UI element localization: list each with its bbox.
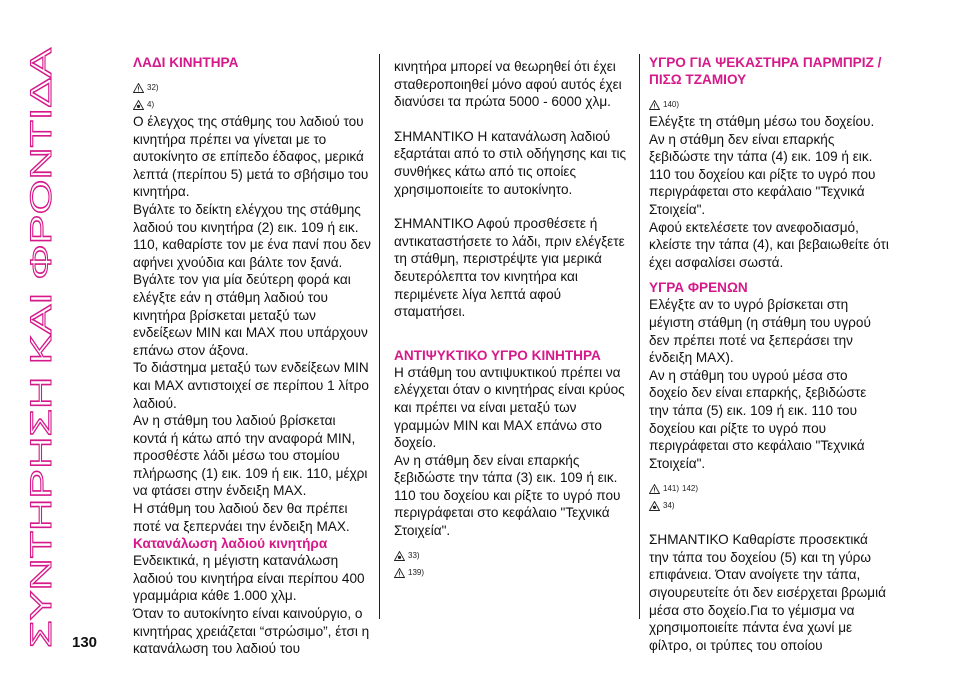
note-ref: 33)	[408, 551, 420, 561]
note-ref: 142)	[682, 483, 699, 493]
paragraph: Ενδεικτικά, η μέγιστη κατανάλωση λαδιού του κινητήρα είναι περίπου 400 γραμμάρια κάθε 1.000 χλμ.	[133, 553, 365, 604]
paragraph: Όταν το αυτοκίνητο είναι καινούργιο, ο κινητήρας χρειάζεται “στρώσιμο”, έτσι η κατανάλωση του λαδιού του	[133, 606, 370, 657]
heading-washer-fluid: ΥΓΡΟ ΓΙΑ ΨΕΚΑΣΤΗΡΑ ΠΑΡΜΠΡΙΖ / ΠΙΣΩ ΤΖΑΜΙΟΥ	[649, 55, 882, 87]
warning-icon	[649, 100, 660, 110]
paragraph: Αφού εκτελέσετε τον ανεφοδιασμό, κλείστε την τάπα (4), και βεβαιωθείτε ότι έχει ασφαλίσει σωστά.	[649, 219, 889, 270]
note-ref: 140)	[663, 99, 680, 109]
note-139	[394, 565, 634, 582]
paragraph: Αν η στάθμη δεν είναι επαρκής ξεβιδώστε την τάπα (3) εικ. 109 ή εικ. 110 του δοχείου και ρίξτε το υγρό που περιγράφεται στο κεφάλαιο "Τεχνικά Στοιχεία".	[394, 452, 621, 539]
page-number: 130	[72, 634, 98, 651]
heading-brake-fluid: ΥΓΡΑ ΦΡΕΝΩΝ	[649, 280, 748, 296]
paragraph: ΣΗΜΑΝΤΙΚΟ Καθαρίστε προσεκτικά την τάπα του δοχείου (5) και τη γύρω επιφάνεια. Όταν ανοίγετε την τάπα, σιγουρευτείτε ότι δεν εισέρχεται βρωμιά μέσα στο δοχείο.Για το γέμισμα να χρησιμοποιείτε πάντα ένα χωνί με φίλτρο, οι τρύπες του οποίου	[649, 532, 886, 653]
note-34	[649, 497, 889, 514]
note-4	[133, 96, 373, 113]
paragraph: ΣΗΜΑΝΤΙΚΟ Αφού προσθέσετε ή αντικαταστήσετε το λάδι, πριν ελέγξετε τη στάθμη, περιστρέψτε για μερικά δευτερόλεπτα τον κινητήρα και περιμένετε λίγα λεπτά αφού σταματήσει.	[394, 216, 625, 320]
section-side-title	[14, 40, 64, 650]
column-divider-2	[639, 54, 640, 619]
paragraph: Ελέγξτε αν το υγρό βρίσκεται στη μέγιστη στάθμη (η στάθμη του υγρού δεν πρέπει ποτέ να ξεπεράσει την ένδειξη MAX).	[649, 297, 871, 366]
note-32	[133, 79, 373, 96]
warning-icon	[649, 484, 660, 494]
note-ref: 141)	[663, 483, 680, 493]
caution-icon	[649, 501, 660, 511]
caution-icon	[394, 551, 405, 561]
heading-engine-oil: ΛΑΔΙ ΚΙΝΗΤΗΡΑ	[133, 55, 239, 70]
paragraph: Ελέγξτε τη στάθμη μέσω του δοχείου.	[649, 114, 875, 129]
side-title-text: ΣΥΝΤΗΡΗΣΗ ΚΑΙ ΦΡΟΝΤΙΔΑ	[25, 245, 58, 648]
note-ref: 4)	[147, 99, 155, 109]
paragraph: Αν η στάθμη του υγρού μέσα στο δοχείο δεν είναι επαρκής, ξεβιδώστε την τάπα (5) εικ. 109 ή εικ. 110 του δοχείου και ρίξτε το υγρό που περιγράφεται στο κεφάλαιο "Τεχνικά Στοιχεία".	[649, 367, 867, 471]
column-1	[133, 54, 373, 658]
paragraph: Ο έλεγχος της στάθμης του λαδιού του κινητήρα πρέπει να γίνεται με το αυτοκίνητο σε επίπεδο έδαφος, μερικά λεπτά (περίπου 5) μετά το σβήσιμο του κινητήρα.	[133, 114, 369, 200]
paragraph: Βγάλτε το δείκτη ελέγχου της στάθμης λαδιού του κινητήρα (2) εικ. 109 ή εικ. 110, καθαρίστε τον με ένα πανί που δεν αφήνει χνούδια και βάλτε τον ξανά. Βγάλτε τον για μία δεύτερη φορά και ελέγξτε εάν η στάθμη λαδιού του κινητήρα βρίσκεται μεταξύ των ενδείξεων MIN και MAX που υπάρχουν επάνω στον άξονα.	[133, 201, 371, 358]
note-141-142	[649, 480, 889, 497]
column-2	[394, 58, 634, 582]
column-divider-1	[379, 54, 380, 619]
note-ref: 34)	[663, 500, 675, 510]
paragraph: ΣΗΜΑΝΤΙΚΟ Η κατανάλωση λαδιού εξαρτάται από το στιλ οδήγησης και τις συνθήκες κάτω από τις οποίες χρησιμοποιείτε το αυτοκίνητο.	[394, 128, 627, 197]
paragraph: Αν η στάθμη δεν είναι επαρκής ξεβιδώστε την τάπα (4) εικ. 109 ή εικ. 110 του δοχείου και ρίξτε το υγρό που περιγράφεται στο κεφάλαιο "Τεχνικά Στοιχεία".	[649, 131, 876, 217]
note-ref: 139)	[408, 568, 425, 578]
warning-icon	[394, 568, 405, 578]
subheading-oil-consumption: Κατανάλωση λαδιού κινητήρα	[133, 536, 328, 552]
note-ref: 32)	[147, 82, 159, 92]
heading-coolant: ΑΝΤΙΨΥΚΤΙΚΟ ΥΓΡΟ ΚΙΝΗΤΗΡΑ	[394, 347, 601, 363]
paragraph: κινητήρα μπορεί να θεωρηθεί ότι έχει σταθεροποιηθεί μόνο αφού αυτός έχει διανύσει τα πρώτα 5000 - 6000 χλμ.	[394, 59, 622, 110]
note-33	[394, 548, 634, 565]
paragraph: Αν η στάθμη του λαδιού βρίσκεται κοντά ή κάτω από την αναφορά MIN, προσθέστε λάδι μέσω του στομίου πλήρωσης (1) εικ. 109 ή εικ. 110, μέχρι να φτάσει στην ένδειξη MAX.	[133, 413, 368, 499]
paragraph: Το διάστημα μεταξύ των ενδείξεων MIN και MAX αντιστοιχεί σε περίπου 1 λίτρο λαδιού.	[133, 360, 369, 411]
column-3	[649, 54, 889, 654]
warning-icon	[133, 83, 144, 93]
note-140	[649, 96, 889, 113]
side-title-svg	[14, 40, 64, 650]
paragraph: Η στάθμη του λαδιού δεν θα πρέπει ποτέ να ξεπερνάει την ένδειξη MAX.	[133, 501, 350, 534]
caution-icon	[133, 100, 144, 110]
paragraph: Η στάθμη του αντιψυκτικού πρέπει να ελέγχεται όταν ο κινητήρας είναι κρύος και πρέπει να είναι μεταξύ των γραμμών MIN και MAX επάνω στο δοχείο.	[394, 364, 625, 451]
